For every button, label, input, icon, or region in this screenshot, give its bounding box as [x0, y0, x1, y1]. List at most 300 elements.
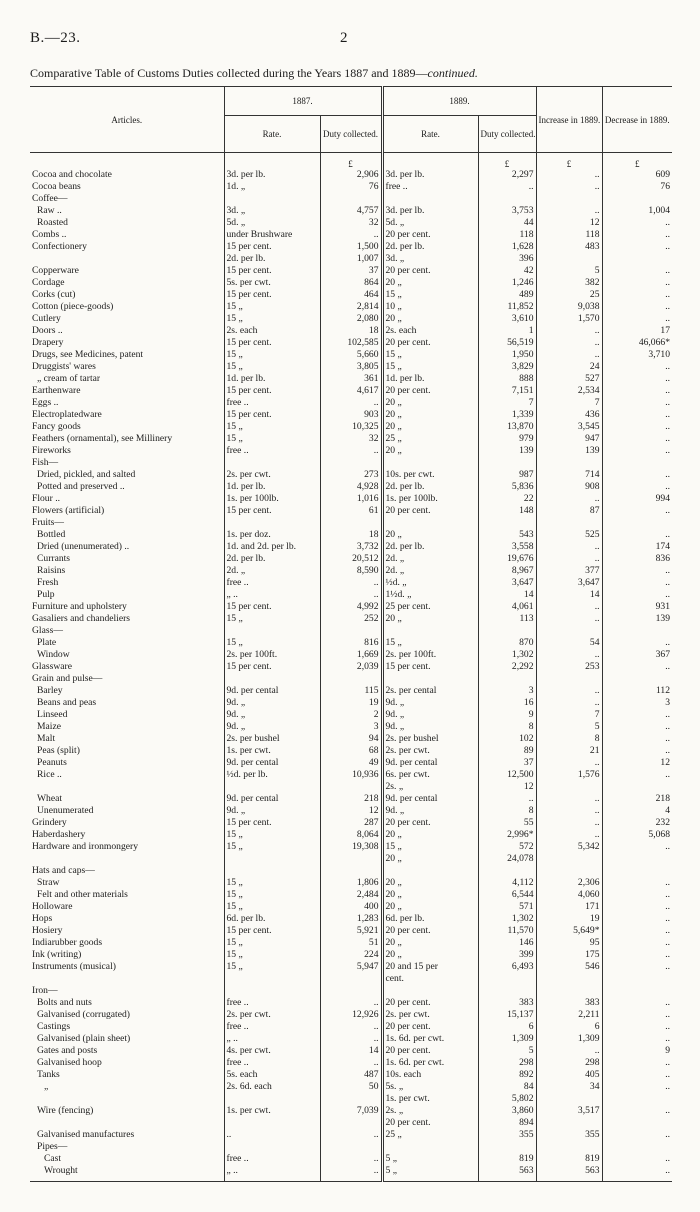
rate-1889-cell: 1d. per lb.: [382, 373, 478, 385]
decrease-cell: ..: [602, 577, 672, 589]
duty-1887-cell: ..: [320, 577, 382, 589]
table-row: [30, 853, 672, 865]
duty-1889-cell: 383: [478, 997, 536, 1009]
article-cell: Fireworks: [32, 445, 71, 456]
table-row: [30, 205, 672, 217]
increase-cell: 7: [536, 397, 602, 409]
duty-1889-cell: 571: [478, 901, 536, 913]
decrease-cell: 4: [602, 805, 672, 817]
increase-cell: [536, 853, 602, 865]
rate-1887-header: Rate.: [224, 116, 320, 153]
decrease-cell: [602, 625, 672, 637]
decrease-cell: [602, 781, 672, 793]
table-row: [30, 169, 672, 181]
rate-1889-cell: 2s. per 100ft.: [382, 649, 478, 661]
rate-1889-cell: 20 „: [382, 613, 478, 625]
duty-1889-header: Duty collected.: [478, 116, 536, 153]
duty-1887-cell: 49: [320, 757, 382, 769]
rate-1887-cell: 1s. per 100lb.: [224, 493, 320, 505]
duty-1887-cell: 864: [320, 277, 382, 289]
decrease-cell: ..: [602, 997, 672, 1009]
article-cell: Bolts and nuts: [37, 997, 92, 1008]
rate-1887-cell: 15 „: [224, 421, 320, 433]
article-cell: [30, 1117, 224, 1129]
duty-1887-cell: [320, 781, 382, 793]
decrease-cell: ..: [602, 1081, 672, 1093]
decrease-cell: ..: [602, 913, 672, 925]
increase-cell: 377: [536, 565, 602, 577]
table-row: [30, 481, 672, 493]
increase-cell: 139: [536, 445, 602, 457]
duty-1889-cell: [478, 625, 536, 637]
duty-1889-cell: 4,061: [478, 601, 536, 613]
duty-1889-cell: 3,558: [478, 541, 536, 553]
increase-cell: [536, 1093, 602, 1105]
rate-1887-cell: 3d. „: [224, 205, 320, 217]
increase-cell: 563: [536, 1165, 602, 1177]
decrease-cell: ..: [602, 1129, 672, 1141]
table-row: [30, 649, 672, 661]
article-cell: Druggists' wares: [32, 361, 96, 372]
duty-1887-cell: 10,325: [320, 421, 382, 433]
document-reference: B.—23.: [30, 30, 81, 46]
duty-1889-cell: 2,292: [478, 661, 536, 673]
decrease-cell: [602, 673, 672, 685]
table-row: [30, 241, 672, 253]
duty-1887-cell: [320, 973, 382, 985]
rate-1889-cell: 9d. „: [382, 697, 478, 709]
decrease-cell: ..: [602, 949, 672, 961]
rate-1889-cell: 10s. each: [382, 1069, 478, 1081]
duty-1887-cell: 2,906: [320, 169, 382, 181]
article-cell: Hosiery: [32, 925, 63, 936]
duty-1889-cell: ..: [478, 793, 536, 805]
duty-1889-cell: [478, 865, 536, 877]
article-cell: Cotton (piece-goods): [32, 301, 114, 312]
decrease-cell: ..: [602, 277, 672, 289]
decrease-cell: ..: [602, 301, 672, 313]
table-row: [30, 1069, 672, 1081]
increase-cell: ..: [536, 349, 602, 361]
duty-1889-cell: 102: [478, 733, 536, 745]
year-1889-header: 1889.: [382, 87, 536, 116]
decrease-cell: 17: [602, 325, 672, 337]
decrease-cell: ..: [602, 385, 672, 397]
decrease-cell: ..: [602, 877, 672, 889]
duty-1887-cell: 2,039: [320, 661, 382, 673]
duty-1887-header: Duty collected.: [320, 116, 382, 153]
duty-1889-cell: [478, 673, 536, 685]
increase-cell: [536, 193, 602, 205]
article-cell: [30, 253, 224, 265]
increase-cell: 714: [536, 469, 602, 481]
article-cell: Dried, pickled, and salted: [37, 469, 136, 480]
increase-cell: 5,649*: [536, 925, 602, 937]
duty-1887-cell: ..: [320, 1129, 382, 1141]
increase-cell: 4,060: [536, 889, 602, 901]
rate-1887-cell: 2d. „: [224, 565, 320, 577]
duty-1887-cell: ..: [320, 229, 382, 241]
rate-1889-cell: 20 per cent.: [382, 337, 478, 349]
table-row: [30, 865, 672, 877]
increase-cell: ..: [536, 337, 602, 349]
decrease-cell: ..: [602, 1069, 672, 1081]
increase-cell: ..: [536, 697, 602, 709]
rate-1889-cell: 3d. „: [382, 253, 478, 265]
decrease-cell: ..: [602, 661, 672, 673]
rate-1889-cell: 5 „: [382, 1165, 478, 1177]
decrease-cell: ..: [602, 433, 672, 445]
article-cell: Hardware and ironmongery: [32, 841, 139, 852]
article-cell: Rice ..: [37, 769, 62, 780]
duty-1887-cell: 4,928: [320, 481, 382, 493]
rate-1889-cell: 20 „: [382, 277, 478, 289]
article-cell: Iron—: [32, 985, 58, 996]
decrease-cell: 931: [602, 601, 672, 613]
article-cell: Cocoa beans: [32, 181, 81, 192]
rate-1889-cell: 9d. per cental: [382, 793, 478, 805]
table-row: [30, 181, 672, 193]
table-row: [30, 889, 672, 901]
increase-cell: 382: [536, 277, 602, 289]
increase-cell: 171: [536, 901, 602, 913]
article-cell: Raw ..: [37, 205, 62, 216]
rate-1889-cell: 9d. „: [382, 721, 478, 733]
duty-1889-cell: 563: [478, 1165, 536, 1177]
decrease-cell: 836: [602, 553, 672, 565]
table-row: [30, 697, 672, 709]
article-cell: Galvanised hoop: [37, 1057, 102, 1068]
rate-1889-cell: 25 per cent.: [382, 601, 478, 613]
rate-1889-cell: 1s. 6d. per cwt.: [382, 1057, 478, 1069]
rate-1887-cell: 1d. per lb.: [224, 373, 320, 385]
rate-1887-cell: 15 „: [224, 877, 320, 889]
duty-1889-cell: 5,802: [478, 1093, 536, 1105]
rate-1887-cell: 5s. per cwt.: [224, 277, 320, 289]
decrease-cell: [602, 985, 672, 997]
rate-1889-cell: 20 „: [382, 877, 478, 889]
duty-1889-cell: 24,078: [478, 853, 536, 865]
rate-1889-cell: 15 „: [382, 349, 478, 361]
table-row: [30, 805, 672, 817]
decrease-cell: 112: [602, 685, 672, 697]
increase-cell: 95: [536, 937, 602, 949]
table-row: [30, 277, 672, 289]
decrease-cell: ..: [602, 265, 672, 277]
increase-cell: 546: [536, 961, 602, 973]
year-1887-header: 1887.: [224, 87, 382, 116]
decrease-cell: ..: [602, 1105, 672, 1117]
increase-cell: 87: [536, 505, 602, 517]
article-cell: Window: [37, 649, 70, 660]
rate-1887-cell: [224, 973, 320, 985]
rate-1887-cell: 9d. per cental: [224, 685, 320, 697]
duty-1887-cell: [320, 1141, 382, 1153]
spacer-row: [30, 1177, 672, 1182]
rate-1889-cell: 2d. „: [382, 565, 478, 577]
rate-1887-cell: 15 per cent.: [224, 409, 320, 421]
article-cell: Fancy goods: [32, 421, 81, 432]
rate-1889-cell: 1s. 6d. per cwt.: [382, 1033, 478, 1045]
article-cell: Feathers (ornamental), see Millinery: [32, 433, 173, 444]
duty-1887-cell: 18: [320, 325, 382, 337]
rate-1887-cell: 15 „: [224, 889, 320, 901]
article-cell: Linseed: [37, 709, 68, 720]
table-row: [30, 625, 672, 637]
decrease-cell: 232: [602, 817, 672, 829]
decrease-cell: ..: [602, 361, 672, 373]
table-row: [30, 661, 672, 673]
rate-1889-cell: 5s. „: [382, 1081, 478, 1093]
duty-1887-cell: [320, 625, 382, 637]
decrease-cell: ..: [602, 745, 672, 757]
duty-1889-cell: 3,647: [478, 577, 536, 589]
increase-cell: [536, 781, 602, 793]
increase-cell: ..: [536, 325, 602, 337]
increase-cell: 6: [536, 1021, 602, 1033]
duty-1889-cell: 15,137: [478, 1009, 536, 1021]
table-row: [30, 445, 672, 457]
decrease-cell: 9: [602, 1045, 672, 1057]
table-row: [30, 877, 672, 889]
decrease-cell: ..: [602, 1057, 672, 1069]
rate-1889-cell: 10 „: [382, 301, 478, 313]
decrease-cell: 367: [602, 649, 672, 661]
table-row: [30, 913, 672, 925]
table-row: [30, 817, 672, 829]
article-cell: Currants: [37, 553, 71, 564]
article-cell: Furniture and upholstery: [32, 601, 127, 612]
duty-1887-cell: 5,947: [320, 961, 382, 973]
rate-1889-cell: 2d. „: [382, 553, 478, 565]
rate-1887-cell: 2d. per lb.: [224, 553, 320, 565]
rate-1887-cell: 9d. „: [224, 709, 320, 721]
decrease-cell: ..: [602, 1165, 672, 1177]
table-row: [30, 1153, 672, 1165]
duty-1889-cell: 1,302: [478, 913, 536, 925]
increase-cell: 2,534: [536, 385, 602, 397]
duty-1887-cell: 19,308: [320, 841, 382, 853]
rate-1887-cell: free ..: [224, 577, 320, 589]
article-cell: Peanuts: [37, 757, 67, 768]
duty-1887-cell: [320, 673, 382, 685]
table-row: [30, 325, 672, 337]
increase-cell: [536, 985, 602, 997]
rate-1889-cell: 20 „: [382, 853, 478, 865]
table-row: [30, 673, 672, 685]
rate-1887-cell: 15 „: [224, 961, 320, 973]
duty-1889-cell: 489: [478, 289, 536, 301]
rate-1889-cell: 2s. „: [382, 781, 478, 793]
duty-1887-cell: 32: [320, 217, 382, 229]
article-cell: [30, 973, 224, 985]
rate-1889-cell: 20 per cent.: [382, 997, 478, 1009]
duty-1889-cell: 6,544: [478, 889, 536, 901]
increase-cell: ..: [536, 541, 602, 553]
duty-1889-cell: 572: [478, 841, 536, 853]
duty-1887-cell: 76: [320, 181, 382, 193]
article-cell: Peas (split): [37, 745, 80, 756]
duty-1887-cell: 94: [320, 733, 382, 745]
duty-1887-cell: 14: [320, 1045, 382, 1057]
duty-1887-cell: 903: [320, 409, 382, 421]
table-row: [30, 289, 672, 301]
decrease-cell: ..: [602, 505, 672, 517]
decrease-cell: ..: [602, 1021, 672, 1033]
decrease-cell: ..: [602, 373, 672, 385]
rate-1887-cell: free ..: [224, 445, 320, 457]
rate-1887-cell: 1d. and 2d. per lb.: [224, 541, 320, 553]
rate-1889-cell: 9d. „: [382, 709, 478, 721]
duty-1887-cell: 224: [320, 949, 382, 961]
rate-1889-cell: [382, 625, 478, 637]
article-cell: Maize: [37, 721, 61, 732]
rate-1889-cell: 2s. each: [382, 325, 478, 337]
table-row: [30, 1165, 672, 1177]
article-cell: Drugs, see Medicines, patent: [32, 349, 144, 360]
increase-cell: 947: [536, 433, 602, 445]
duty-1887-cell: 50: [320, 1081, 382, 1093]
decrease-cell: 1,004: [602, 205, 672, 217]
table-row: [30, 193, 672, 205]
rate-1887-cell: 15 „: [224, 637, 320, 649]
rate-1887-cell: 15 „: [224, 937, 320, 949]
increase-cell: ..: [536, 553, 602, 565]
duty-1887-cell: [320, 865, 382, 877]
increase-cell: 1,576: [536, 769, 602, 781]
decrease-cell: 218: [602, 793, 672, 805]
rate-1887-cell: [224, 1093, 320, 1105]
duty-1887-cell: 2: [320, 709, 382, 721]
decrease-cell: ..: [602, 469, 672, 481]
rate-1887-cell: 15 per cent.: [224, 925, 320, 937]
article-cell: Haberdashery: [32, 829, 86, 840]
rate-1887-cell: 2s. each: [224, 325, 320, 337]
increase-cell: ..: [536, 817, 602, 829]
rate-1887-cell: 15 per cent.: [224, 601, 320, 613]
rate-1887-cell: 1s. per cwt.: [224, 1105, 320, 1117]
duty-1889-cell: 89: [478, 745, 536, 757]
table-row: [30, 937, 672, 949]
duty-1889-cell: 7,151: [478, 385, 536, 397]
decrease-cell: ..: [602, 925, 672, 937]
duty-1889-cell: 3,829: [478, 361, 536, 373]
decrease-cell: ..: [602, 565, 672, 577]
duty-1889-cell: [478, 517, 536, 529]
duty-1887-cell: 464: [320, 289, 382, 301]
rate-1887-cell: 15 per cent.: [224, 289, 320, 301]
rate-1889-cell: 2d. per lb.: [382, 241, 478, 253]
table-row: [30, 553, 672, 565]
decrease-cell: 5,068: [602, 829, 672, 841]
increase-cell: [536, 1117, 602, 1129]
duty-1887-cell: 487: [320, 1069, 382, 1081]
article-cell: Fresh: [37, 577, 59, 588]
increase-cell: 483: [536, 241, 602, 253]
article-cell: Fruits—: [32, 517, 64, 528]
table-row: [30, 1093, 672, 1105]
duty-1889-cell: 56,519: [478, 337, 536, 349]
rate-1887-cell: 1d. per lb.: [224, 481, 320, 493]
rate-1887-cell: [224, 853, 320, 865]
decrease-cell: ..: [602, 289, 672, 301]
table-row: [30, 1105, 672, 1117]
article-cell: Glassware: [32, 661, 72, 672]
rate-1889-cell: 15 „: [382, 841, 478, 853]
increase-cell: 436: [536, 409, 602, 421]
table-row: [30, 517, 672, 529]
rate-1889-cell: 20 „: [382, 949, 478, 961]
decrease-cell: [602, 1093, 672, 1105]
article-cell: Cutlery: [32, 313, 61, 324]
increase-cell: 7: [536, 709, 602, 721]
rate-1887-cell: 15 „: [224, 949, 320, 961]
table-row: [30, 841, 672, 853]
rate-1887-cell: 15 „: [224, 829, 320, 841]
table-row: [30, 337, 672, 349]
increase-cell: ..: [536, 685, 602, 697]
duty-1887-cell: 8,064: [320, 829, 382, 841]
article-cell: Holloware: [32, 901, 73, 912]
duty-1889-cell: 12: [478, 781, 536, 793]
rate-1889-cell: 20 per cent.: [382, 1021, 478, 1033]
article-cell: Drapery: [32, 337, 64, 348]
duty-1889-cell: 870: [478, 637, 536, 649]
duty-1887-cell: ..: [320, 1021, 382, 1033]
duty-1887-cell: 3: [320, 721, 382, 733]
duty-1889-cell: [478, 1141, 536, 1153]
rate-1889-cell: 25 „: [382, 1129, 478, 1141]
rate-1887-cell: 2s. per cwt.: [224, 469, 320, 481]
table-row: [30, 601, 672, 613]
duty-1887-cell: 816: [320, 637, 382, 649]
decrease-cell: [602, 853, 672, 865]
rate-1889-cell: 20 „: [382, 829, 478, 841]
duty-1889-cell: 16: [478, 697, 536, 709]
increase-cell: 2,306: [536, 877, 602, 889]
duty-1887-cell: 4,757: [320, 205, 382, 217]
duty-1887-cell: 18: [320, 529, 382, 541]
rate-1887-cell: 9d. „: [224, 805, 320, 817]
table-row: [30, 217, 672, 229]
rate-1887-cell: [224, 193, 320, 205]
table-row: [30, 973, 672, 985]
rate-1889-cell: 5 „: [382, 1153, 478, 1165]
article-cell: Cast: [44, 1153, 62, 1164]
rate-1889-cell: 20 per cent.: [382, 385, 478, 397]
rate-1887-cell: [224, 673, 320, 685]
duty-1889-cell: 8: [478, 721, 536, 733]
increase-cell: [536, 673, 602, 685]
rate-1887-cell: ½d. per lb.: [224, 769, 320, 781]
article-cell: [30, 853, 224, 865]
rate-1887-cell: 3d. per lb.: [224, 169, 320, 181]
duty-1889-cell: 3: [478, 685, 536, 697]
increase-cell: [536, 253, 602, 265]
rate-1887-cell: ..: [224, 1129, 320, 1141]
duty-1889-cell: 148: [478, 505, 536, 517]
duty-1887-cell: 1,500: [320, 241, 382, 253]
rate-1889-cell: 20 per cent.: [382, 1117, 478, 1129]
rate-1887-cell: 15 „: [224, 901, 320, 913]
increase-cell: 5: [536, 265, 602, 277]
decrease-cell: 12: [602, 757, 672, 769]
decrease-cell: ..: [602, 445, 672, 457]
increase-cell: 383: [536, 997, 602, 1009]
table-row: [30, 457, 672, 469]
increase-cell: [536, 457, 602, 469]
rate-1887-cell: 15 „: [224, 361, 320, 373]
